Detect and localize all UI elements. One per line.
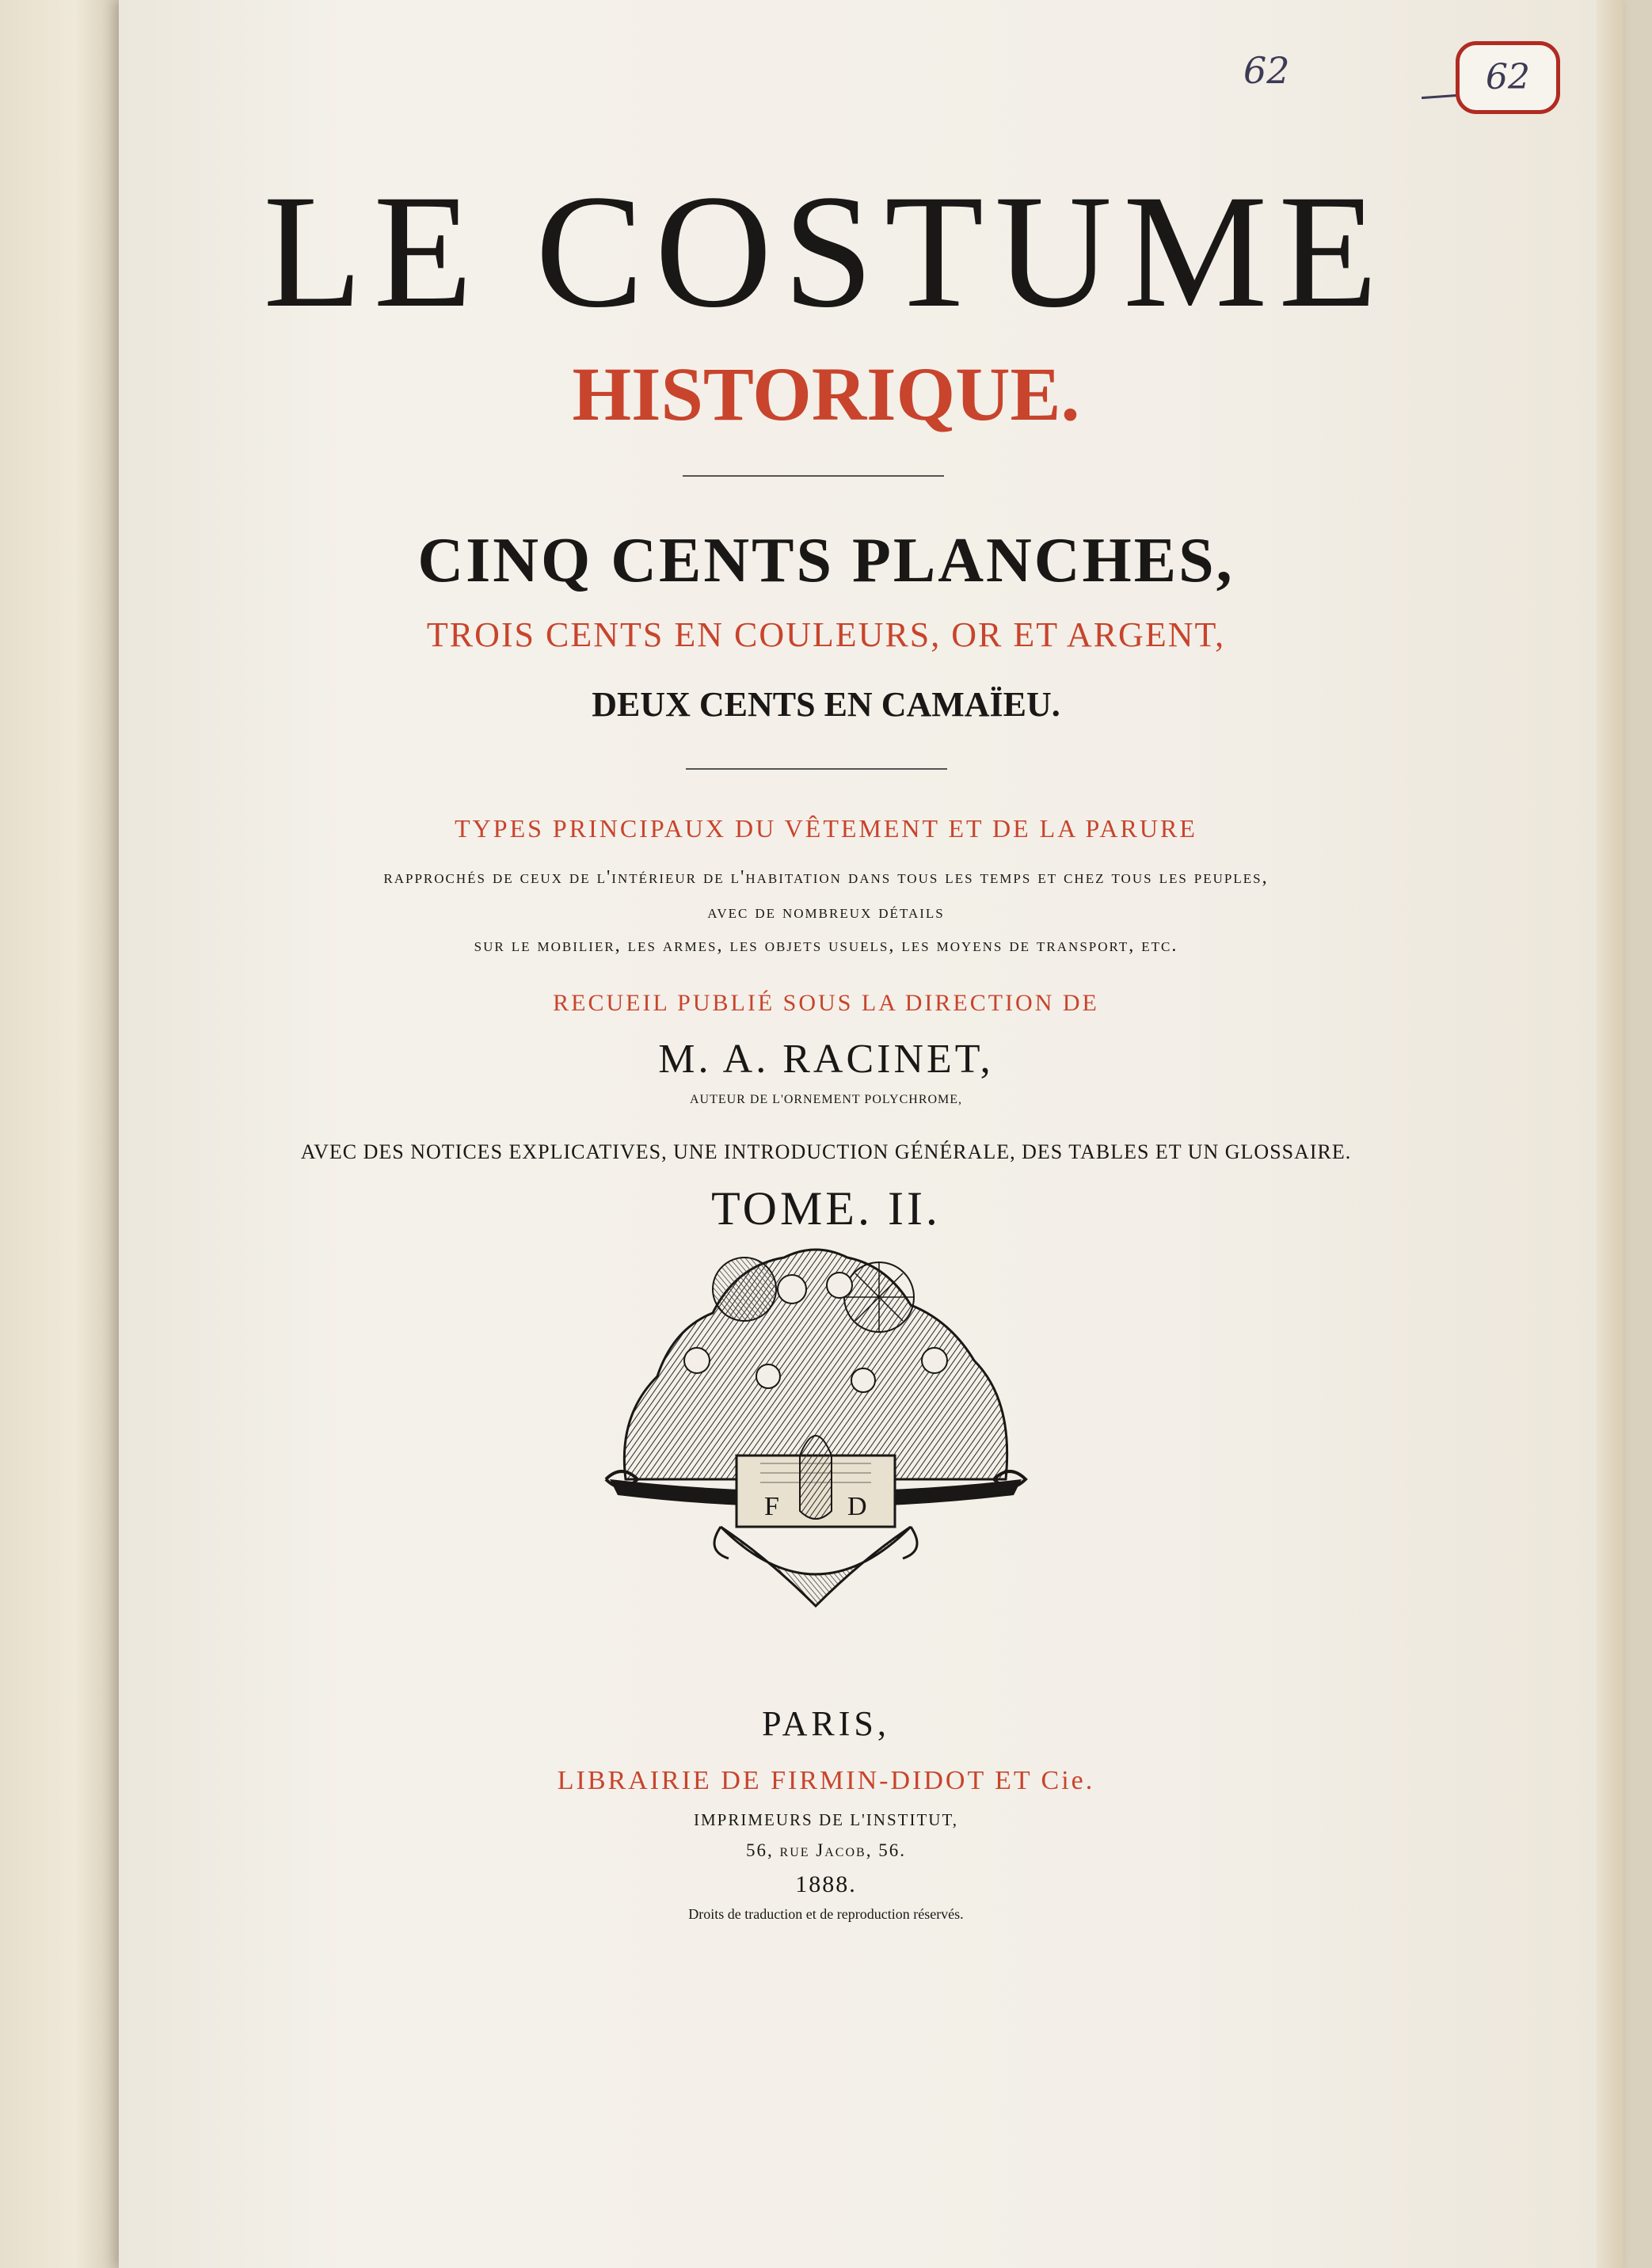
imprint-year: 1888. bbox=[795, 1871, 857, 1897]
divider-rule bbox=[683, 475, 944, 477]
engraved-vignette bbox=[602, 1242, 1030, 1614]
plates-line: CINQ CENTS PLANCHES, bbox=[417, 526, 1235, 596]
types-heading: TYPES PRINCIPAUX DU VÊTEMENT ET DE LA PARURE bbox=[455, 814, 1197, 843]
volume-number: TOME. II. bbox=[711, 1182, 941, 1235]
description-line-1: rapprochés de ceux de l'intérieur de l'habitation dans tous les temps et chez tous les peuples, bbox=[383, 867, 1269, 888]
vignette-letter-d: D bbox=[847, 1492, 867, 1521]
vignette-letter-f: F bbox=[764, 1492, 779, 1521]
description-line-3: sur le mobilier, les armes, les objets usuels, les moyens de transport, etc. bbox=[474, 935, 1178, 956]
color-plates-line: TROIS CENTS EN COULEURS, OR ET ARGENT, bbox=[426, 615, 1226, 654]
book-title: LE COSTUME bbox=[263, 162, 1389, 341]
book-subtitle: HISTORIQUE. bbox=[572, 352, 1080, 436]
divider-rule bbox=[686, 768, 947, 770]
imprint-city: PARIS, bbox=[762, 1704, 890, 1743]
camaieu-plates-line: DEUX CENTS EN CAMAÏEU. bbox=[592, 685, 1060, 724]
recueil-line: RECUEIL PUBLIÉ SOUS LA DIRECTION DE bbox=[553, 990, 1099, 1016]
notices-line: AVEC DES NOTICES EXPLICATIVES, UNE INTRODUCTION GÉNÉRALE, DES TABLES ET UN GLOSSAIRE. bbox=[300, 1140, 1352, 1163]
rights-notice: Droits de traduction et de reproduction réservés. bbox=[688, 1906, 964, 1922]
handwritten-number: 62 bbox=[1243, 49, 1290, 92]
imprint-publisher: LIBRAIRIE DE FIRMIN-DIDOT ET Cie. bbox=[557, 1766, 1095, 1795]
description-line-2: avec de nombreux détails bbox=[707, 902, 945, 923]
imprint-address: 56, rue Jacob, 56. bbox=[746, 1840, 906, 1860]
shelf-label: 62 bbox=[1456, 41, 1560, 114]
page-fore-edge bbox=[1597, 0, 1623, 2268]
author-note: AUTEUR DE L'ORNEMENT POLYCHROME, bbox=[689, 1093, 963, 1106]
facing-page-edge bbox=[0, 0, 127, 2268]
imprint-printer: IMPRIMEURS DE L'INSTITUT, bbox=[694, 1810, 958, 1829]
author-name: M. A. RACINET, bbox=[658, 1037, 994, 1082]
